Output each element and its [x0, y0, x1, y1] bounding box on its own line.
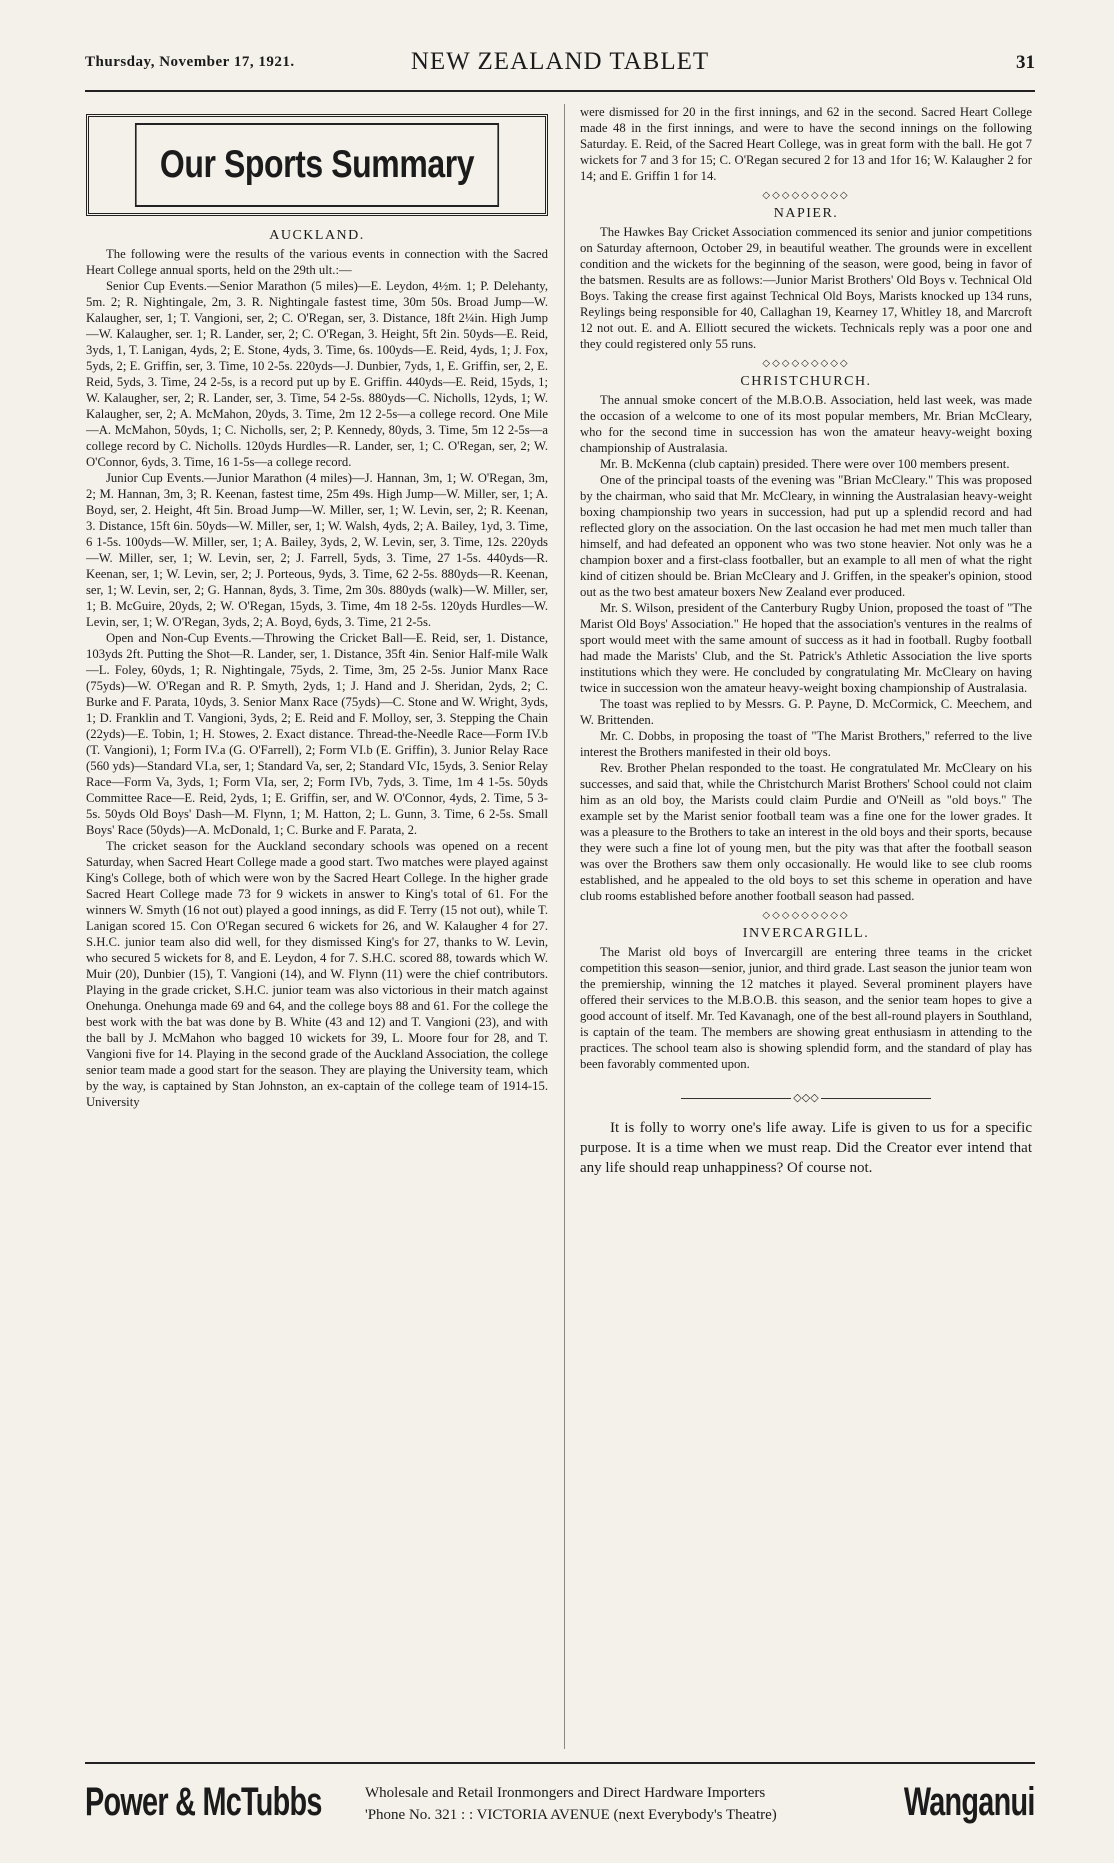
advertiser-town: Wanganui [904, 1780, 1035, 1824]
advertiser-details [365, 1782, 785, 1826]
header-title: NEW ZEALAND TABLET [410, 48, 710, 75]
christchurch-para-7: Rev. Brother Phelan responded to the toast. He congratulated Mr. McCleary on his successes, and said that, while the Christchurch Marist Brothers' School could not claim him as an old boy, the Marists could claim Purdie and O'Neill as "old boys." The example set by the Marist senior football team was a fine one for the lower grades. It was a pleasure to the Brothers to take an interest in the old boys and their sports, because they were such a fine lot of young men, but the pity was that after the football season was over the Brothers saw them only occasionally. He would like to see club rooms established, and he appealed to the old boys to set this scheme in operation and have club rooms established before another football season had passed. [580, 761, 1032, 903]
auckland-para-5: The cricket season for the Auckland secondary schools was opened on a recent Saturday, when Sacred Heart College made a good start. Two matches were played against King's College, both of which were won by the Sacred Heart College. In the higher grade Sacred Heart College made 73 for 9 wickets in answer to King's total of 61. For the winners W. Smyth (16 not out) played a good innings, as did F. Terry (15 not out), while T. Lanigan scored 15. Con O'Regan secured 6 wickets for 26, and W. Kalaugher 4 for 27. S.H.C. junior team also did well, for they dismissed King's for 27, thanks to W. Levin, who secured 5 wickets for 8, and E. Leydon, 4 for 7. S.H.C. scored 88, towards which W. Muir (20), Dunbier (15), T. Vangioni (14), and W. Flynn (11) were the chief contributors. Playing in the grade cricket, S.H.C. junior team was also victorious in their match against Onehunga. Onehunga made 69 and 64, and the college boys 88 and 61. For the college the best work with the bat was done by B. White (43 and 12) and T. Vangioni (23), and with the ball by J. McMahon who bagged 10 wickets for 39, L. Moore four for 28, and T. Vangioni five for 14. Playing in the second grade of the Auckland Association, the college senior team made a good start for the season. They are playing the University team, which by the way, is captained by Stan Johnston, an ex-captain of the college team of 1914-15. University [86, 839, 548, 1109]
header-date: Thursday, November 17, 1921. [85, 54, 295, 70]
ornament-divider-2: ◇◇◇◇◇◇◇◇◇ [762, 358, 850, 369]
heading-invercargill: INVERCARGILL. [742, 926, 870, 941]
invercargill-para-1: The Marist old boys of Invercargill are entering three teams in the cricket competition this season—senior, junior, and third grade. Last season the junior team won the premiership, winning the 12 matches it played. Several prominent players have offered their services to the M.B.O.B. this season, and the senior team hopes to give a good account of itself. Mr. Ted Kavanagh, one of the best all-round players in Southland, is captain of the team. The members are showing great enthusiasm in attending to the practices. The school team also is showing splendid form, and the standard of play has been favorably commented upon. [580, 945, 1032, 1071]
page-header [85, 46, 1035, 90]
christchurch-para-1: The annual smoke concert of the M.B.O.B. Association, held last week, was made the occasion of a welcome to one of its most popular members, Mr. Brian McCleary, who for the second time in succession has won the amateur heavy-weight boxing championship of Australasia. [580, 393, 1032, 455]
christchurch-para-3: One of the principal toasts of the evening was "Brian McCleary." This was proposed by the chairman, who said that Mr. McCleary, in winning the Australasian heavy-weight boxing championship two years in succession, had put up a splendid record and had reflected glory on the association. On the last occasion he had met men much taller than himself, and had defeated an opponent who was two stone heavier. Not only was he a champion boxer and a first-class footballer, but an example to all men of what the right kind of citizen should be. Brian McCleary and J. Griffen, in the speaker's opinion, stood out as the two best amateur boxers New Zealand ever produced. [580, 473, 1032, 599]
left-column [86, 104, 548, 1110]
heading-auckland: AUCKLAND. [269, 228, 365, 243]
ornament-divider-3: ◇◇◇◇◇◇◇◇◇ [762, 910, 850, 921]
closing-rule-left [681, 1098, 791, 1099]
christchurch-para-6: Mr. C. Dobbs, in proposing the toast of "The Marist Brothers," referred to the live interest the Brothers manifested in their old boys. [580, 729, 1032, 759]
auckland-para-4: Open and Non-Cup Events.—Throwing the Cricket Ball—E. Reid, ser, 1. Distance, 103yds 2ft. Putting the Shot—R. Lander, ser, 1. Distance, 35ft 4in. Senior Half-mile Walk—L. Foley, 60yds, 1; R. Nightingale, 75yds, 2. Time, 3m, 25 2-5s. Junior Manx Race (75yds)—W. O'Regan and R. P. Smyth, 2yds, 1; J. Hand and J. Sheridan, 2yds, 2; C. Burke and F. Parata, 10yds, 3. Senior Manx Race (75yds)—C. Stone and W. Wright, 3yds, 1; D. Franklin and T. Vangioni, 3yds, 2; E. Reid and F. Molloy, ser, 3. Stepping the Chain (22yds)—E. Tobin, 1; H. Stowes, 2. Exact distance. Thread-the-Needle Race—Form IV.b (T. Vangioni), 1; Form IV.a (G. O'Farrell), 2; Form VI.b (E. Griffin), 3. Junior Relay Race (560 yds)—Standard VI.a, ser, 1; Standard Va, ser, 2; Standard VIc, 15yds, 3. Senior Relay Race—Form Va, 3yds, 1; Form VIa, ser, 2; Form IVb, 7yds, 3. Time, 1m 4 1-5s. 50yds Committee Race—E. Reid, 2yds, 1; E. Griffin, ser, and W. O'Connor, 4yds, 2. Time, 5 3-5s. 50yds Old Boys' Dash—M. Flynn, 1; M. Hatton, 2; L. Gunn, 3. Time, 6 2-5s. Small Boys' Race (50yds)—A. McDonald, 1; C. Burke and F. Parata, 2. [86, 631, 548, 837]
advertiser-line-1: Wholesale and Retail Ironmongers and Direct Hardware Importers [365, 1785, 766, 1801]
section-title-box [86, 114, 548, 216]
heading-napier: NAPIER. [773, 206, 839, 221]
closing-rule-right [821, 1098, 931, 1099]
napier-para-1: The Hawkes Bay Cricket Association commenced its senior and junior competitions on Saturday afternoon, October 29, in beautiful weather. The grounds were in excellent condition and the wickets for the beginning of the season, were good, being in favor of the batsmen. Results are as follows:—Junior Marist Brothers' Old Boys v. Technical Old Boys. Taking the crease first against Technical Old Boys, Marists knocked up 134 runs, Reylings being responsible for 40, Callaghan 19, Kearney 17, Whitley 18, and Marcroft 12 not out. E. and A. Elliott secured the wickets. Technicals reply was a poor one and they could registered only 55 runs. [580, 225, 1032, 351]
column-divider [564, 104, 565, 1749]
page-number: 31 [1016, 52, 1035, 73]
right-column [580, 104, 1032, 1178]
ornament-divider-1: ◇◇◇◇◇◇◇◇◇ [762, 190, 850, 201]
closing-glyph: ◇◇◇ [793, 1092, 819, 1104]
auckland-continued: were dismissed for 20 in the first innings, and 62 in the second. Sacred Heart College made 48 in the first innings, and were to have the second innings on the following Saturday. E. Reid, of the Sacred Heart College, was in great form with the ball. He got 7 wickets for 7 and 3 for 15; C. O'Regan secured 2 for 13 and 1for 16; W. Kalaugher 2 for 14; and E. Griffin 1 for 14. [580, 105, 1032, 183]
footer-rule [85, 1762, 1035, 1764]
christchurch-para-2: Mr. B. McKenna (club captain) presided. There were over 100 members present. [600, 457, 1010, 471]
advertiser-line-2: 'Phone No. 321 : : VICTORIA AVENUE (next Everybody's Theatre) [365, 1807, 777, 1823]
advertiser-name: Power & McTubbs [85, 1780, 322, 1824]
section-title: Our Sports Summary [135, 123, 499, 207]
auckland-para-3: Junior Cup Events.—Junior Marathon (4 miles)—J. Hannan, 3m, 1; W. O'Regan, 3m, 2; M. Hannan, 3m, 3; R. Keenan, fastest time, 25m 49s. High Jump—W. Miller, ser, 1; A. Boyd, ser, 2. Height, 4ft 5in. Broad Jump—W. Miller, ser, 1; W. Levin, ser, 2; R. Keenan, 3. Distance, 15ft 6in. 50yds—W. Miller, ser, 1; W. Walsh, 4yds, 2; A. Bailey, 1yd, 3. Time, 6 1-5s. 100yds—W. Miller, ser, 1; A. Bailey, 3yds, 2, W. Levin, ser, 3. Time, 12s. 220yds—W. Miller, ser, 1; W. Levin, ser, 2; J. Farrell, 5yds, 3. Time, 27 1-5s. 440yds—R. Keenan, ser, 1; W. Levin, ser, 2; J. Porteous, 9yds, 3. Time, 62 2-5s. 880yds—R. Keenan, ser, 1; W. Levin, ser, 2; G. Hannan, 8yds, 3. Time, 2m 30s. 880yds (walk)—W. Miller, ser, 1; B. McGuire, 20yds, 2; W. O'Regan, 15yds, 3. Time, 4m 18 2-5s. 120yds Hurdles—W. Levin, ser, 1; W. O'Regan, 3yds, 2; A. Boyd, 6yds, 3. Time, 21 2-5s. [86, 471, 548, 629]
maxim-text: It is folly to worry one's life away. Life is given to us for a specific purpose. It is a time when we must reap. Did the Creator ever intend that any life should reap unhappiness? Of course not. [580, 1120, 1032, 1176]
auckland-para-1: The following were the results of the various events in connection with the Sacred Heart College annual sports, held on the 29th ult.:— [86, 247, 548, 277]
auckland-para-2: Senior Cup Events.—Senior Marathon (5 miles)—E. Leydon, 4½m. 1; P. Delehanty, 5m. 2; R. Nightingale, 2m, 3. R. Nightingale fastest time, 30m 50s. Broad Jump—W. Kalaugher, ser, 1; T. Vangioni, ser, 2; C. O'Regan, ser, 3. Distance, 18ft 2¼in. High Jump—W. Kalaugher, ser. 1; R. Lander, ser, 2; C. O'Regan, 3. Height, 5ft 2in. 50yds—E. Reid, 3yds, 1, T. Lanigan, 4yds, 2; E. Stone, 4yds, 3. Time, 6s. 100yds—E. Reid, 4yds, 1; J. Fox, 5yds, 2; E. Griffin, ser, 3. Time, 10 2-5s. 220yds—J. Dunbier, 7yds, 1, E. Griffin, ser, 2, E. Reid, 5yds, 3. Time, 24 2-5s, is a record put up by E. Griffin. 440yds—E. Reid, 15yds, 1; W. Kalaugher, ser, 2; R. Lander, ser, 3. Time, 54 2-5s. 880yds—C. Nicholls, 12yds, 1; W. Kalaugher, ser, 2; A. McMahon, 20yds, 3. Time, 2m 12 2-5s—a college record. One Mile—A. McMahon, 50yds, 1; C. Nicholls, ser, 2; P. Kennedy, 80yds, 3. Time, 5m 12 2-5s—a college record by C. Nicholls. 120yds Hurdles—R. Lander, ser, 1; C. O'Regan, ser, 2; W. O'Connor, 6yds, 3. Time, 16 1-5s—a college record. [86, 279, 548, 469]
christchurch-para-5: The toast was replied to by Messrs. G. P. Payne, D. McCormick, C. Meechem, and W. Brittenden. [580, 697, 1032, 727]
header-rule [85, 90, 1035, 92]
advertisement-footer [85, 1772, 1035, 1842]
christchurch-para-4: Mr. S. Wilson, president of the Canterbury Rugby Union, proposed the toast of "The Marist Old Boys' Association." He hoped that the association's ventures in the realms of sport would meet with the same amount of success as it had in football. Rugby football had made the Marists' Club, and the St. Patrick's Athletic Association the live sports institutions which they were. He concluded by congratulating Mr. McCleary on having twice in succession won the amateur heavy-weight boxing championship of Australasia. [580, 601, 1032, 695]
heading-christchurch: CHRISTCHURCH. [740, 374, 872, 389]
maxim-block [580, 1118, 1032, 1178]
closing-ornament [580, 1090, 1032, 1106]
